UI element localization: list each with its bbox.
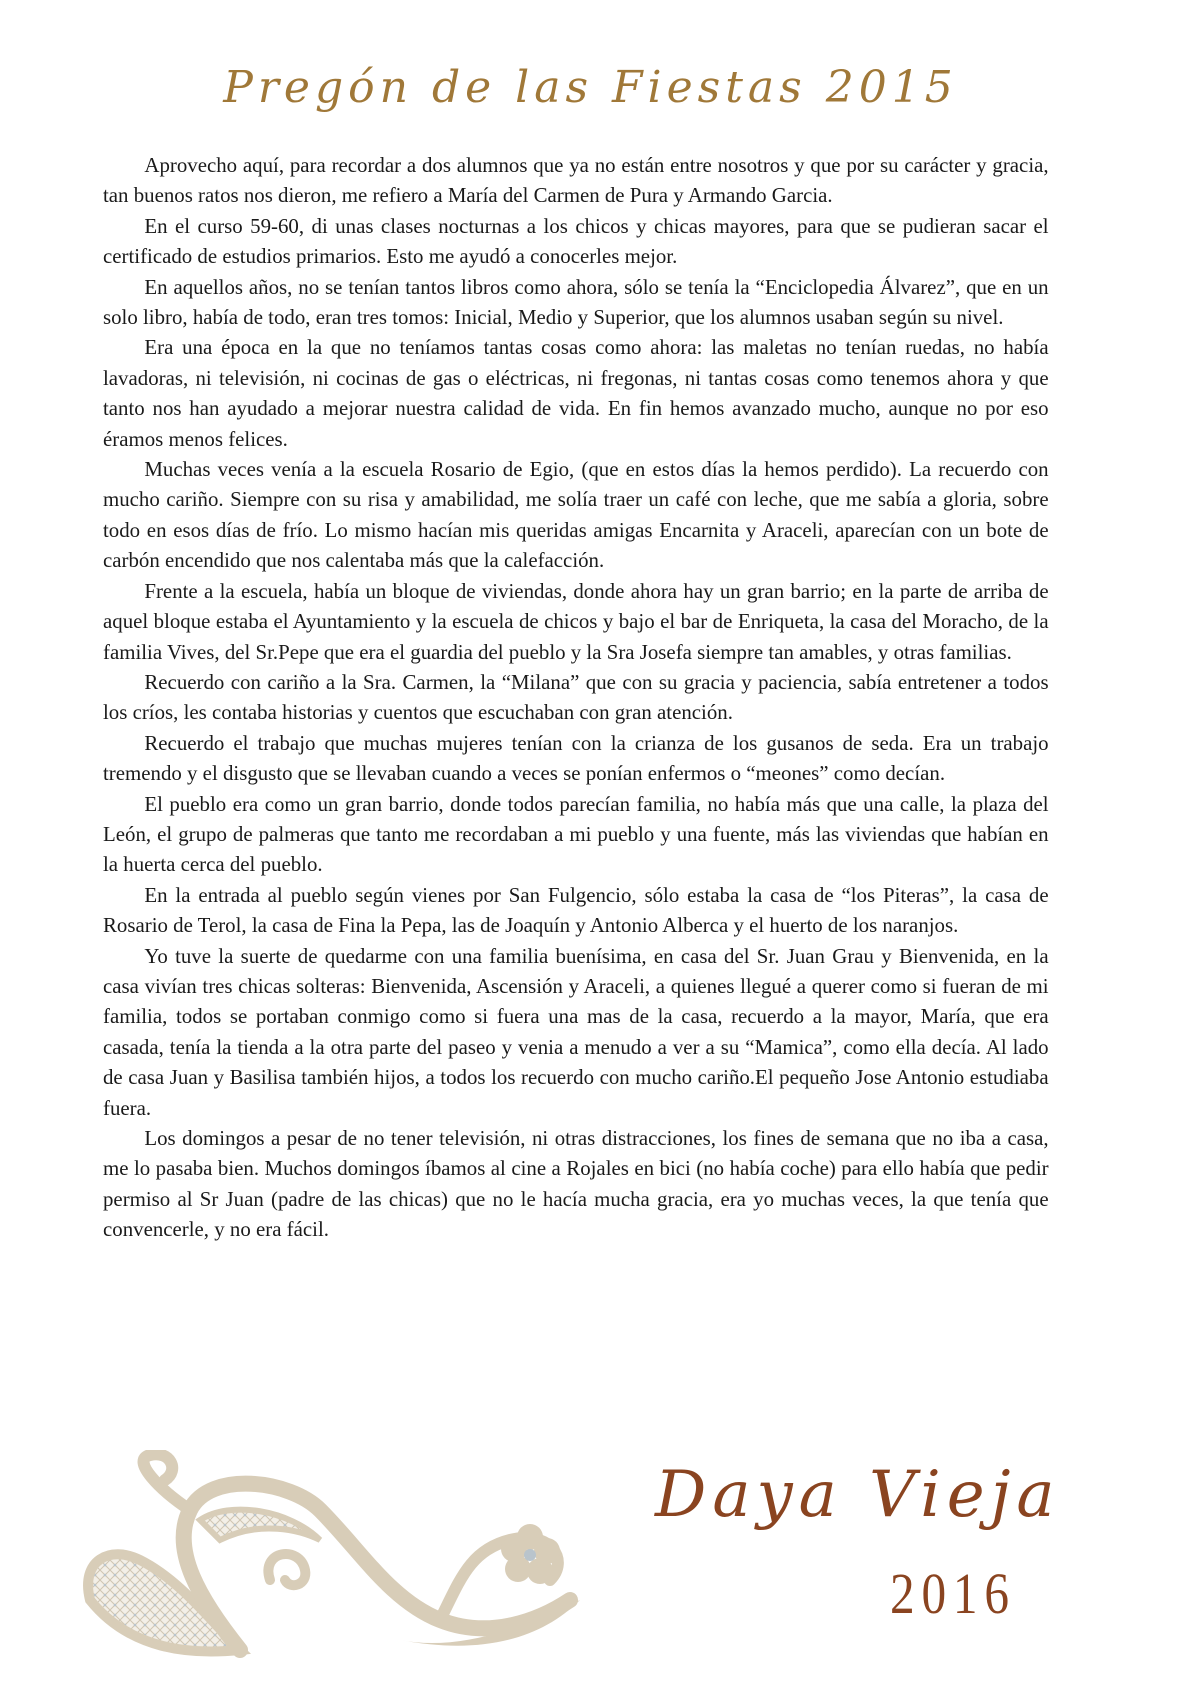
paragraph: Muchas veces venía a la escuela Rosario de Egio, (que en estos días la hemos perdido). La recuerdo con mucho cariño. Siempre con su risa y amabilidad, me solía traer un café con leche, que me sabía a gloria, sobre todo en esos días de frío. Lo mismo hacían mis queridas amigas Encarnita y Araceli, aparecían con un bote de carbón encendido que nos calentaba más que la calefacción.: [103, 457, 1049, 573]
paragraph: Frente a la escuela, había un bloque de viviendas, donde ahora hay un gran barrio; en la parte de arriba de aquel bloque estaba el Ayuntamiento y la escuela de chicos y bajo el bar de Enriqueta, la casa del Moracho, de la familia Vives, del Sr.Pepe que era el guardia del pueblo y la Sra Josefa siempre tan amables, y otras familias.: [103, 578, 1049, 664]
paragraph: Recuerdo con cariño a la Sra. Carmen, la “Milana” que con su gracia y paciencia, sabía entretener a todos los críos, les contaba historias y cuentos que escuchaban con gran atención.: [103, 669, 1049, 725]
paragraph: En aquellos años, no se tenían tantos libros como ahora, sólo se tenía la “Enciclopedia Álvarez”, que en un solo libro, había de todo, eran tres tomos: Inicial, Medio y Superior, que los alumnos usaban según su nivel.: [103, 274, 1049, 330]
paragraph: Era una época en la que no teníamos tantas cosas como ahora: las maletas no tenían ruedas, no había lavadoras, ni televisión, ni cocinas de gas o eléctricas, ni fregonas, ni tantas cosas como tenemos ahora y que tanto nos han ayudado a mejorar nuestra calidad de vida. En fin hemos avanzado mucho, aunque no por eso éramos menos felices.: [103, 335, 1049, 451]
brand-year: 2016: [890, 1561, 1016, 1626]
paragraph: Recuerdo el trabajo que muchas mujeres tenían con la crianza de los gusanos de seda. Era un trabajo tremendo y el disgusto que se llevaban cuando a veces se ponían enfermos o “meones” como decían.: [103, 730, 1049, 786]
paragraph: En la entrada al pueblo según vienes por San Fulgencio, sólo estaba la casa de “los Piteras”, la casa de Rosario de Terol, la casa de Fina la Pepa, las de Joaquín y Antonio Alberca y el huerto de los naranjos.: [103, 882, 1049, 938]
page-title: Pregón de las Fiestas 2015: [223, 62, 958, 113]
brand-name: Daya Vieja: [655, 1458, 1061, 1532]
lace-scroll-ornament-icon: [70, 1450, 640, 1660]
paragraph: El pueblo era como un gran barrio, donde todos parecían familia, no había más que una calle, la plaza del León, el grupo de palmeras que tanto me recordaban a mi pueblo y una fuente, más las viviendas que habían en la huerta cerca del pueblo.: [103, 791, 1049, 877]
paragraph: En el curso 59-60, di unas clases nocturnas a los chicos y chicas mayores, para que se pudieran sacar el certificado de estudios primarios. Esto me ayudó a conocerles mejor.: [103, 213, 1049, 269]
paragraph: Los domingos a pesar de no tener televisión, ni otras distracciones, los fines de semana que no iba a casa, me lo pasaba bien. Muchos domingos íbamos al cine a Rojales en bici (no había coche) para ello había que pedir permiso al Sr Juan (padre de las chicas) que no le hacía mucha gracia, era yo muchas veces, la que tenía que convencerle, y no era fácil.: [103, 1126, 1049, 1242]
paragraph: Aprovecho aquí, para recordar a dos alumnos que ya no están entre nosotros y que por su carácter y gracia, tan buenos ratos nos dieron, me refiero a María del Carmen de Pura y Armando Garcia.: [103, 153, 1049, 208]
article-body: [103, 150, 1049, 1245]
paragraph: Yo tuve la suerte de quedarme con una familia buenísima, en casa del Sr. Juan Grau y Bienvenida, en la casa vivían tres chicas solteras: Bienvenida, Ascensión y Araceli, a quienes llegué a querer como si fueran de mi familia, todos se portaban conmigo como si fuera una mas de la casa, recuerdo a la mayor, María, que era casada, tenía la tienda a la otra parte del paseo y venia a menudo a ver a su “Mamica”, como ella decía. Al lado de casa Juan y Basilisa también hijos, a todos los recuerdo con mucho cariño.El pequeño Jose Antonio estudiaba fuera.: [103, 943, 1049, 1120]
